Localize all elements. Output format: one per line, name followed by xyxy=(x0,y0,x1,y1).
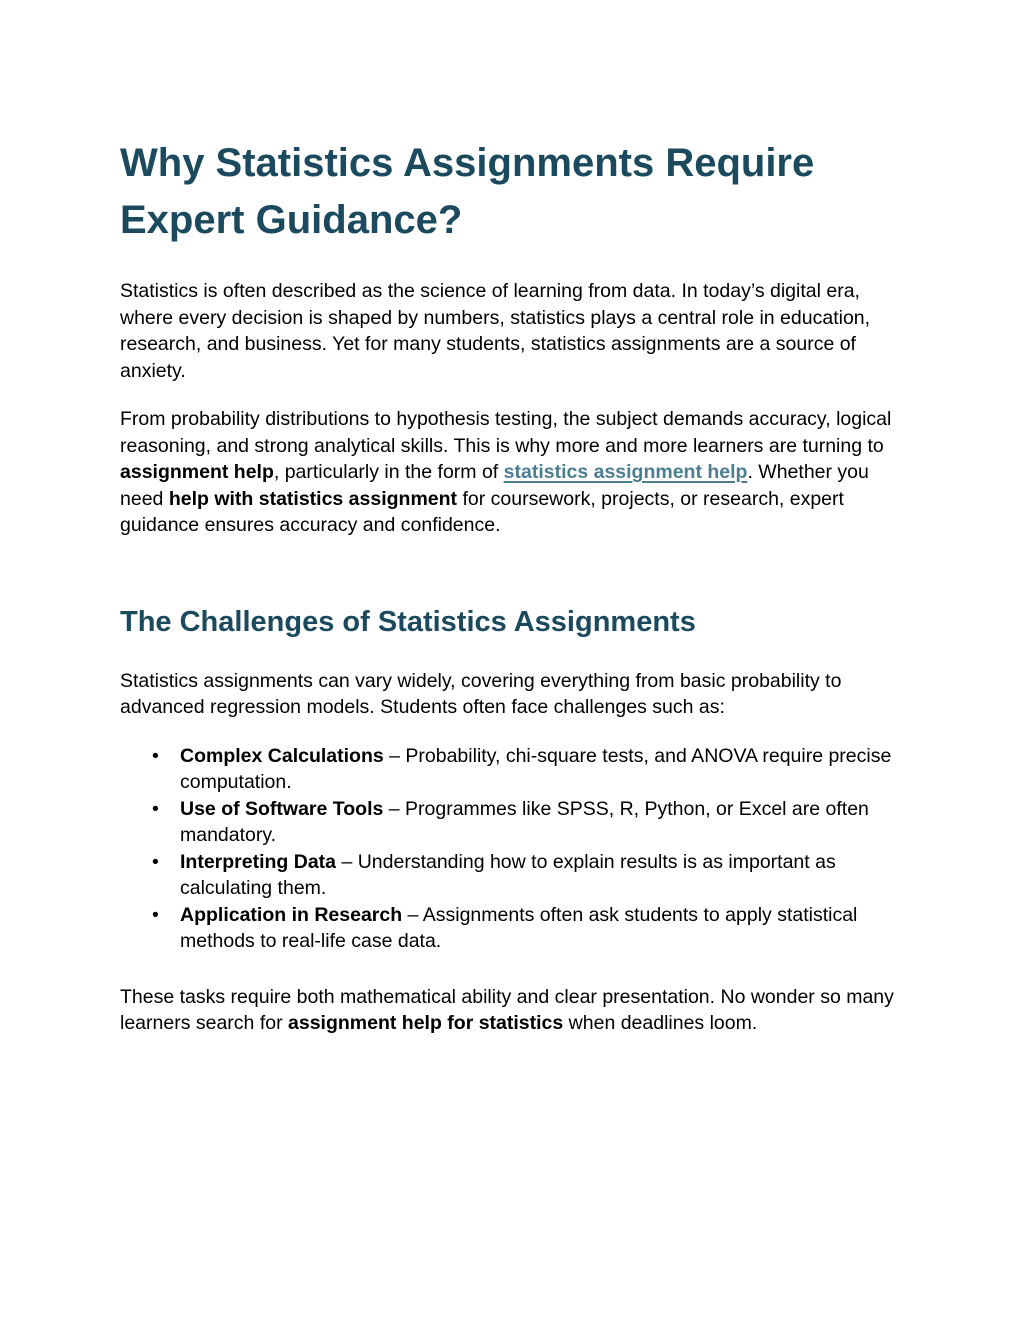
bullet-description: – Understanding how to explain results is as important as calculating them. xyxy=(180,850,836,899)
bullet-term: Interpreting Data xyxy=(180,850,337,873)
section-heading-challenges: The Challenges of Statistics Assignments xyxy=(120,605,696,638)
bullet-description: – Probability, chi-square tests, and ANOVA require precise computation. xyxy=(180,744,892,793)
list-item xyxy=(120,796,905,849)
closing-paragraph xyxy=(120,984,905,1037)
text-run: These tasks require both mathematical ability and clear presentation. No wonder so many learners search for xyxy=(120,985,894,1034)
bold-text-run: assignment help xyxy=(120,461,274,483)
bullet-term: Application in Research xyxy=(180,903,403,926)
text-run: From probability distributions to hypothesis testing, the subject demands accuracy, logical reasoning, and strong analytical skills. This is why more and more learners are turning to xyxy=(120,408,892,457)
text-run: for coursework, projects, or research, expert guidance ensures accuracy and confidence. xyxy=(120,487,844,536)
text-run: when deadlines loom. xyxy=(563,1012,758,1034)
bullet-term: Complex Calculations xyxy=(180,744,384,767)
list-item xyxy=(120,849,905,902)
bold-text-run: assignment help for statistics xyxy=(288,1012,564,1034)
text-run: Statistics is often described as the science of learning from data. In today’s digital era, where every decision is shaped by numbers, statistics plays a central role in education, research, and business. Yet for many students, statistics assignments are a source of anxiety. xyxy=(120,280,871,382)
bold-text-run: help with statistics assignment xyxy=(168,487,458,510)
text-run: . Whether you need xyxy=(120,461,869,510)
list-item xyxy=(120,902,905,955)
statistics-assignment-help-link[interactable]: statistics assignment help xyxy=(503,461,748,483)
text-run: , particularly in the form of xyxy=(273,461,504,483)
second-paragraph xyxy=(120,406,905,539)
text-run: Statistics assignments can vary widely, covering everything from basic probability to advanced regression models. Students often face challenges such as: xyxy=(120,669,842,718)
bullet-description: – Programmes like SPSS, R, Python, or Excel are often mandatory. xyxy=(180,797,869,846)
challenges-bullet-list xyxy=(120,743,905,955)
page-title: Why Statistics Assignments Require Expert Guidance? xyxy=(120,141,815,242)
bullet-description: – Assignments often ask students to apply statistical methods to real-life case data. xyxy=(180,903,858,952)
bullet-term: Use of Software Tools xyxy=(180,797,384,820)
intro-paragraph xyxy=(120,278,905,384)
list-item xyxy=(120,743,905,796)
section-lead-paragraph xyxy=(120,668,905,721)
